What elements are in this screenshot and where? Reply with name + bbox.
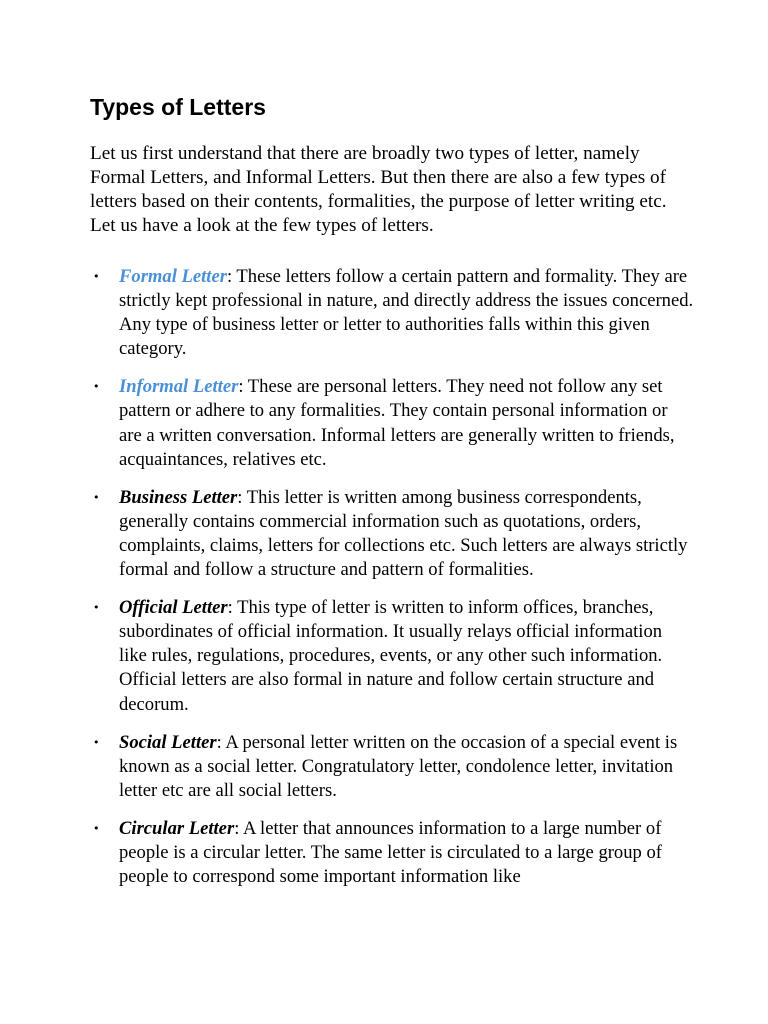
bullet-icon: • [93, 735, 100, 749]
term-circular-letter: Circular Letter [119, 817, 235, 839]
page-title: Types of Letters [90, 94, 266, 120]
bullet-icon: • [93, 490, 100, 504]
list-item-business-letter [0, 486, 694, 582]
letter-types-list [0, 265, 768, 903]
list-item-text: : These are personal letters. They need not follow any set pattern or adhere to any formalities. They contain personal information or are a written conversation. Informal letters are generally written to friends, acquaintances, relatives etc. [119, 376, 675, 470]
intro-paragraph: Let us first understand that there are broadly two types of letter, namely Formal Letters, and Informal Letters. But then there are also a few types of letters based on their contents, formalities, the purpose of letter writing etc. Let us have a look at the few types of letters. [90, 143, 667, 236]
list-item-formal-letter [0, 265, 694, 361]
bullet-icon: • [93, 270, 100, 283]
list-item-text: : A letter that announces information to a large number of people is a circular letter. The same letter is circulated to a large group of people to correspond some important information like [119, 817, 662, 888]
informal-letter-link[interactable]: Informal Letter [119, 376, 239, 398]
term-social-letter: Social Letter [119, 731, 217, 753]
list-item-social-letter [0, 731, 694, 803]
bullet-icon: • [93, 380, 100, 394]
list-item-circular-letter [0, 817, 694, 889]
list-item-informal-letter [0, 375, 694, 471]
list-item-text: : This letter is written among business correspondents, generally contains commercial information such as quotations, orders, complaints, claims, letters for collections etc. Such letters are always strictly formal and follow a structure and pattern of formalities. [119, 486, 688, 581]
list-item-text: : These letters follow a certain pattern and formality. They are strictly kept professional in nature, and directly address the issues concerned. Any type of business letter or letter to authorities falls within this given category. [119, 266, 694, 360]
list-item-official-letter [0, 596, 694, 716]
list-item-text: : This type of letter is written to inform offices, branches, subordinates of official information. It usually relays official information like rules, regulations, procedures, events, or any other such information. Official letters are also formal in nature and follow certain structure and decorum. [119, 597, 663, 715]
formal-letter-link[interactable]: Formal Letter [119, 266, 227, 287]
bullet-icon: • [93, 601, 100, 615]
list-item-text: : A personal letter written on the occasion of a special event is known as a social letter. Congratulatory letter, condolence letter, invitation letter etc are all social letters. [119, 731, 678, 801]
term-official-letter: Official Letter [119, 597, 228, 619]
term-business-letter: Business Letter [119, 486, 238, 508]
bullet-icon: • [93, 821, 100, 835]
